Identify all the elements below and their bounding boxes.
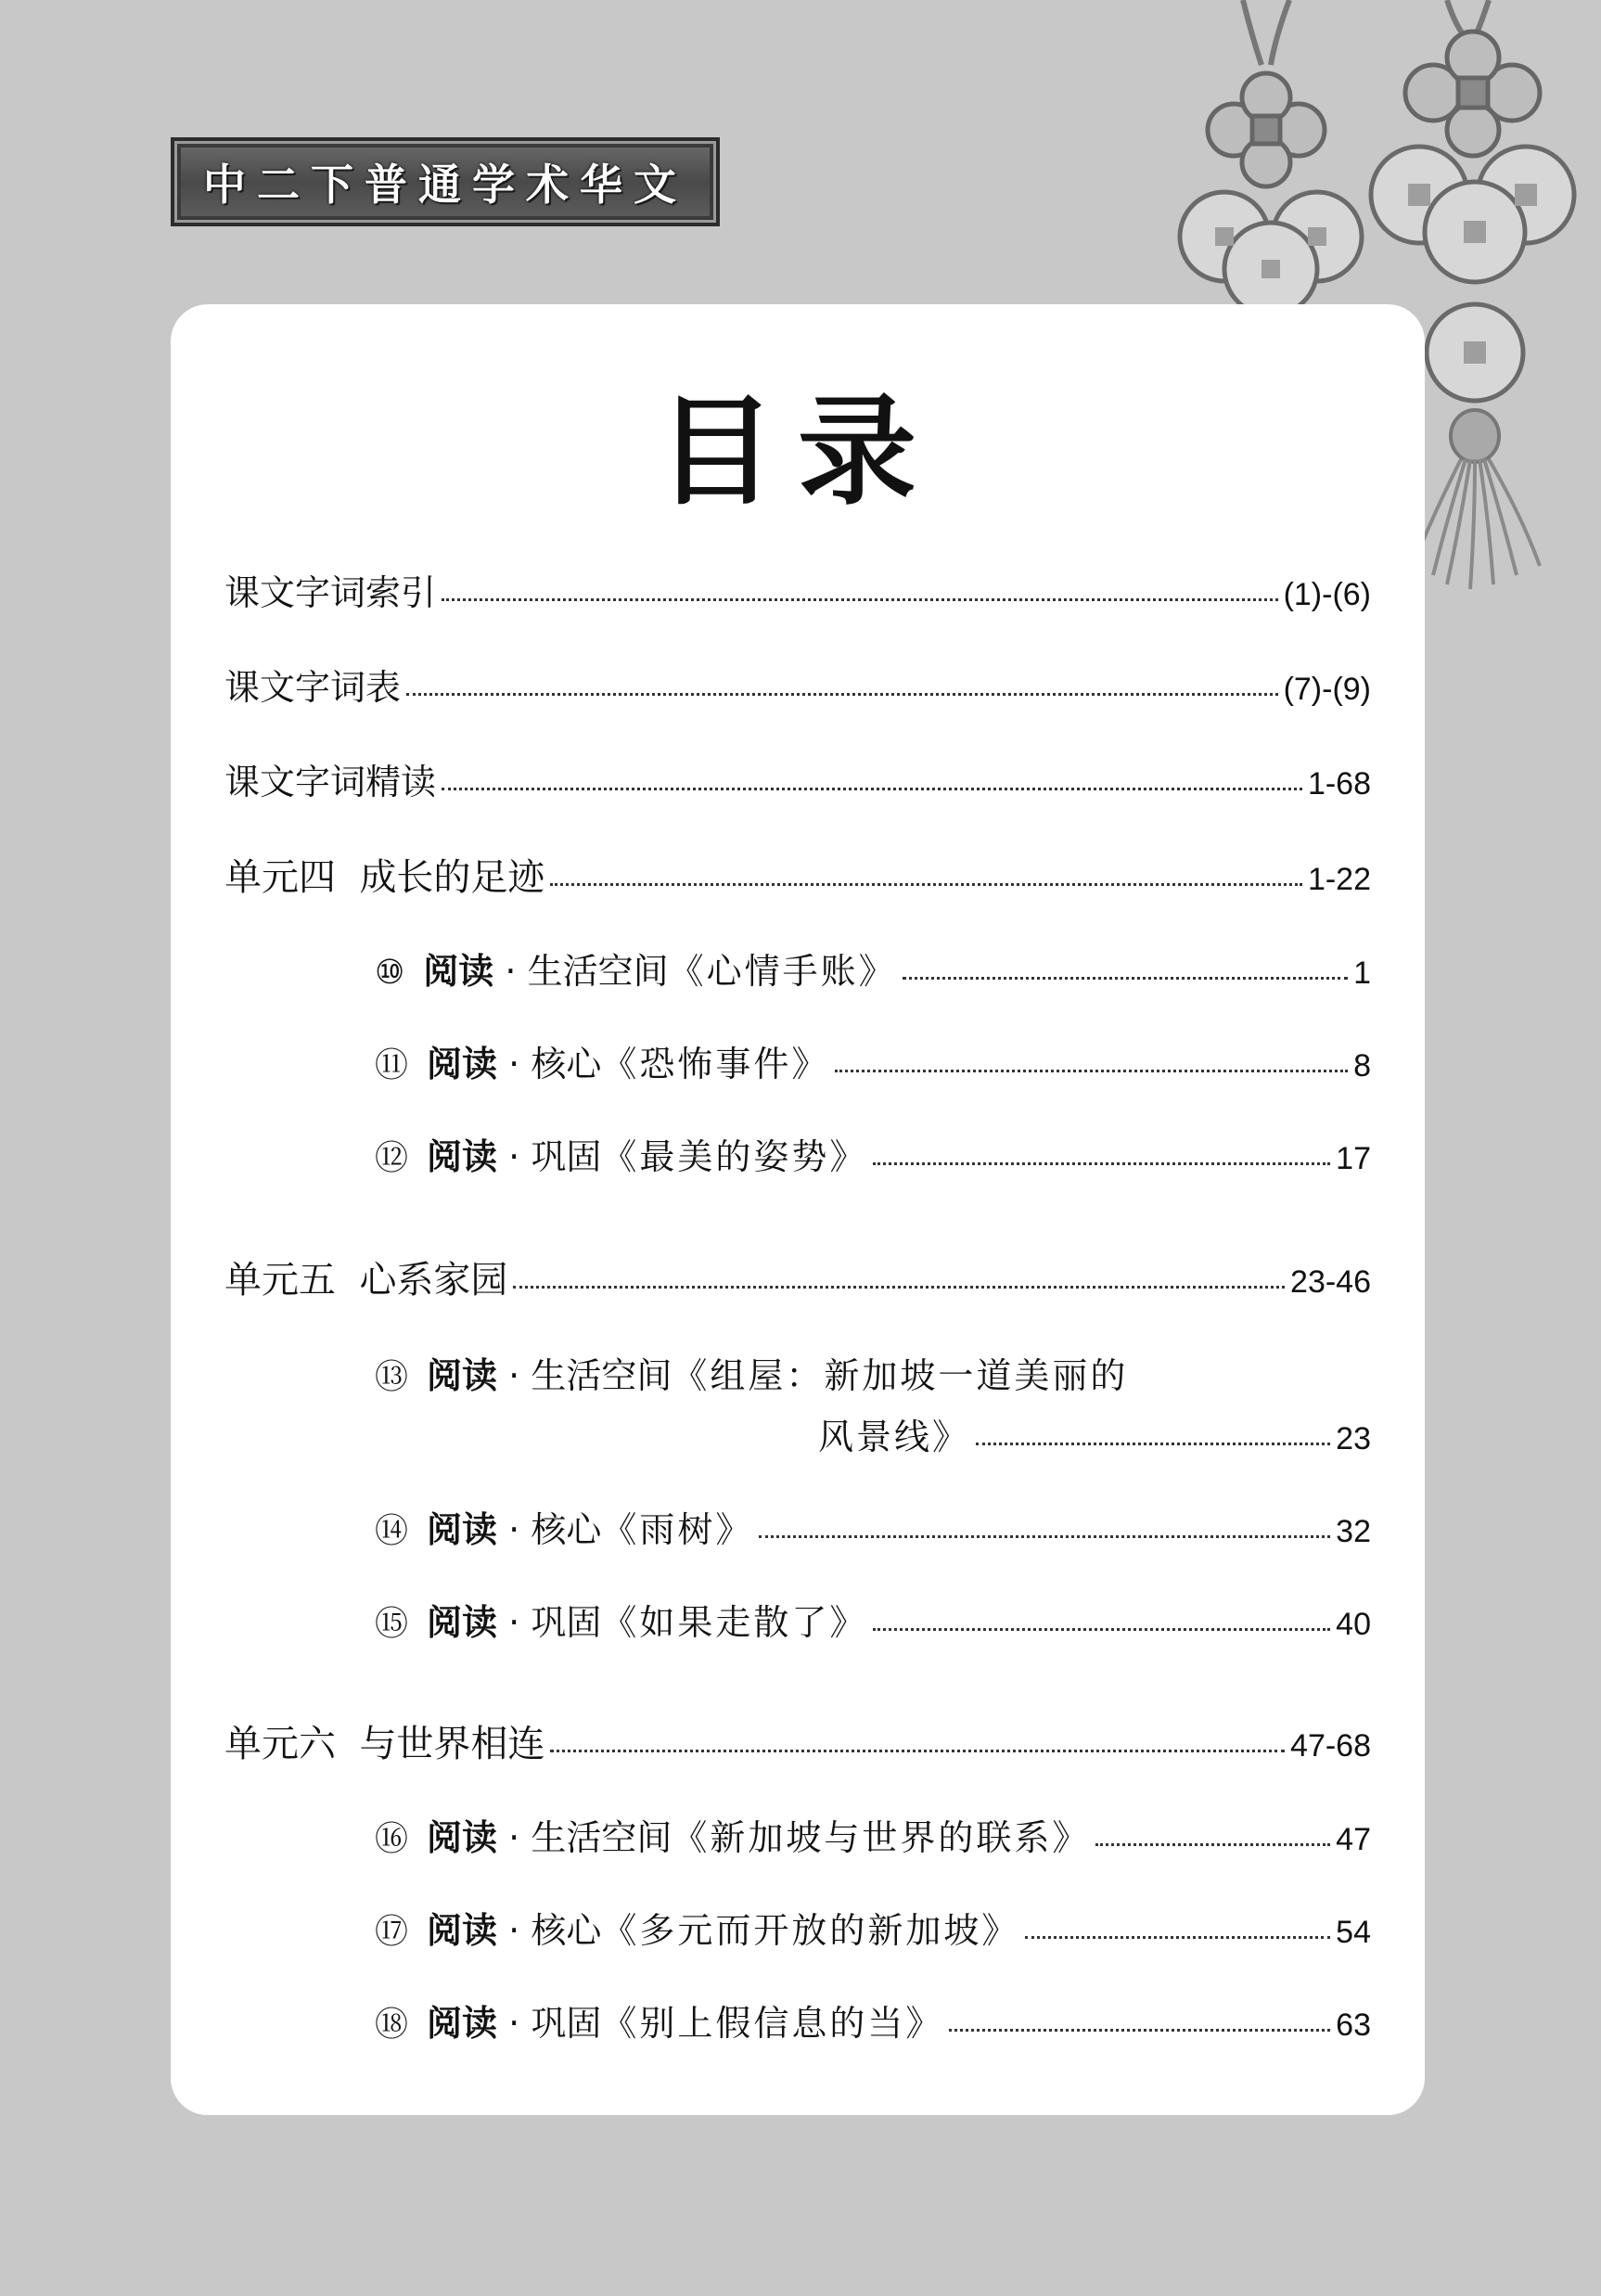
toc-unit-4[interactable]: [224, 856, 1371, 899]
toc-unit-6[interactable]: [224, 1725, 1371, 1763]
leader-dots: [513, 1286, 1285, 1289]
lesson-number: ⑩: [375, 954, 405, 992]
toc-entry-page: (7)-(9): [1283, 672, 1371, 707]
leader-dots: [759, 1535, 1330, 1538]
toc-lesson-13[interactable]: ⑬ 阅读 · 生活空间《组屋：新加坡一道美丽的: [375, 1355, 1129, 1396]
toc-lesson-16[interactable]: ⑯ 阅读 · 生活空间《新加坡与世界的联系》 47: [375, 1817, 1371, 1858]
toc-entry-page: 1-22: [1307, 862, 1371, 897]
lesson-number: ⑫: [375, 1139, 409, 1177]
unit-label: 单元四 成长的足迹: [224, 856, 545, 899]
toc-lesson-15[interactable]: ⑮ 阅读 · 巩固《如果走散了》 40: [375, 1602, 1371, 1643]
toc-entry-label: 课文字词索引: [224, 572, 437, 613]
toc-unit-5[interactable]: [224, 1259, 1371, 1302]
toc-entry-page: 1-68: [1307, 766, 1371, 802]
toc-lesson-10[interactable]: ⑩ 阅读 · 生活空间《心情手账》 1: [375, 951, 1371, 992]
lesson-number: ⑪: [375, 1046, 409, 1084]
toc-lesson-17[interactable]: ⑰ 阅读 · 核心《多元而开放的新加坡》 54: [375, 1910, 1371, 1951]
leader-dots: [406, 693, 1278, 696]
lesson-number: ⑱: [375, 2006, 409, 2044]
leader-dots: [1095, 1843, 1330, 1846]
toc-entry-page: 47: [1336, 1822, 1371, 1857]
leader-dots: [976, 1443, 1330, 1445]
leader-dots: [903, 977, 1348, 980]
header-badge: [171, 137, 720, 226]
header-badge-text: 中二下普通学术华文: [203, 160, 687, 210]
toc-lesson-14[interactable]: ⑭ 阅读 · 核心《雨树》 32: [375, 1509, 1371, 1550]
lesson-number: ⑮: [375, 1605, 409, 1643]
lesson-number: ⑯: [375, 1820, 409, 1858]
toc-entry-page: 23-46: [1290, 1264, 1371, 1300]
toc-entry-front-3[interactable]: [224, 764, 1371, 800]
toc-lesson-11[interactable]: ⑪ 阅读 · 核心《恐怖事件》 8: [375, 1044, 1371, 1084]
toc-entry-front-2[interactable]: [224, 667, 1371, 708]
toc-entry-page: 17: [1336, 1141, 1371, 1176]
toc-entry-page: 63: [1336, 2007, 1371, 2043]
page-title: 目录: [656, 383, 939, 521]
toc-entry-page: 40: [1336, 1607, 1371, 1642]
leader-dots: [949, 2029, 1330, 2032]
leader-dots: [1025, 1936, 1330, 1939]
leader-dots: [873, 1162, 1330, 1165]
toc-entry-label: 课文字词表: [224, 667, 402, 708]
leader-dots: [873, 1628, 1330, 1631]
toc-lesson-18[interactable]: ⑱ 阅读 · 巩固《别上假信息的当》 63: [375, 2003, 1371, 2044]
leader-dots: [442, 598, 1278, 601]
toc-entry-page: 54: [1336, 1915, 1371, 1950]
leader-dots: [835, 1070, 1348, 1072]
toc-entry-page: 23: [1336, 1421, 1371, 1456]
toc-entry-page: 47-68: [1290, 1728, 1371, 1764]
toc-entry-label: 课文字词精读: [224, 762, 437, 802]
lesson-number: ⑬: [375, 1358, 409, 1396]
toc-entry-front-1[interactable]: [224, 572, 1371, 613]
unit-label: 单元五 心系家园: [224, 1259, 508, 1302]
leader-dots: [550, 1750, 1285, 1752]
toc-lesson-13-cont[interactable]: 风景线》 23: [818, 1417, 1371, 1457]
toc-entry-page: 32: [1336, 1514, 1371, 1549]
toc-entry-page: 1: [1353, 956, 1371, 991]
toc-entry-page: (1)-(6): [1283, 577, 1371, 612]
leader-dots: [442, 788, 1302, 790]
toc-entry-page: 8: [1353, 1048, 1371, 1084]
toc-card: [171, 304, 1425, 2115]
toc-lesson-12[interactable]: ⑫ 阅读 · 巩固《最美的姿势》 17: [375, 1136, 1371, 1177]
leader-dots: [550, 883, 1302, 886]
unit-label: 单元六 与世界相连: [224, 1723, 545, 1765]
lesson-number: ⑰: [375, 1913, 409, 1951]
lesson-number: ⑭: [375, 1512, 409, 1550]
